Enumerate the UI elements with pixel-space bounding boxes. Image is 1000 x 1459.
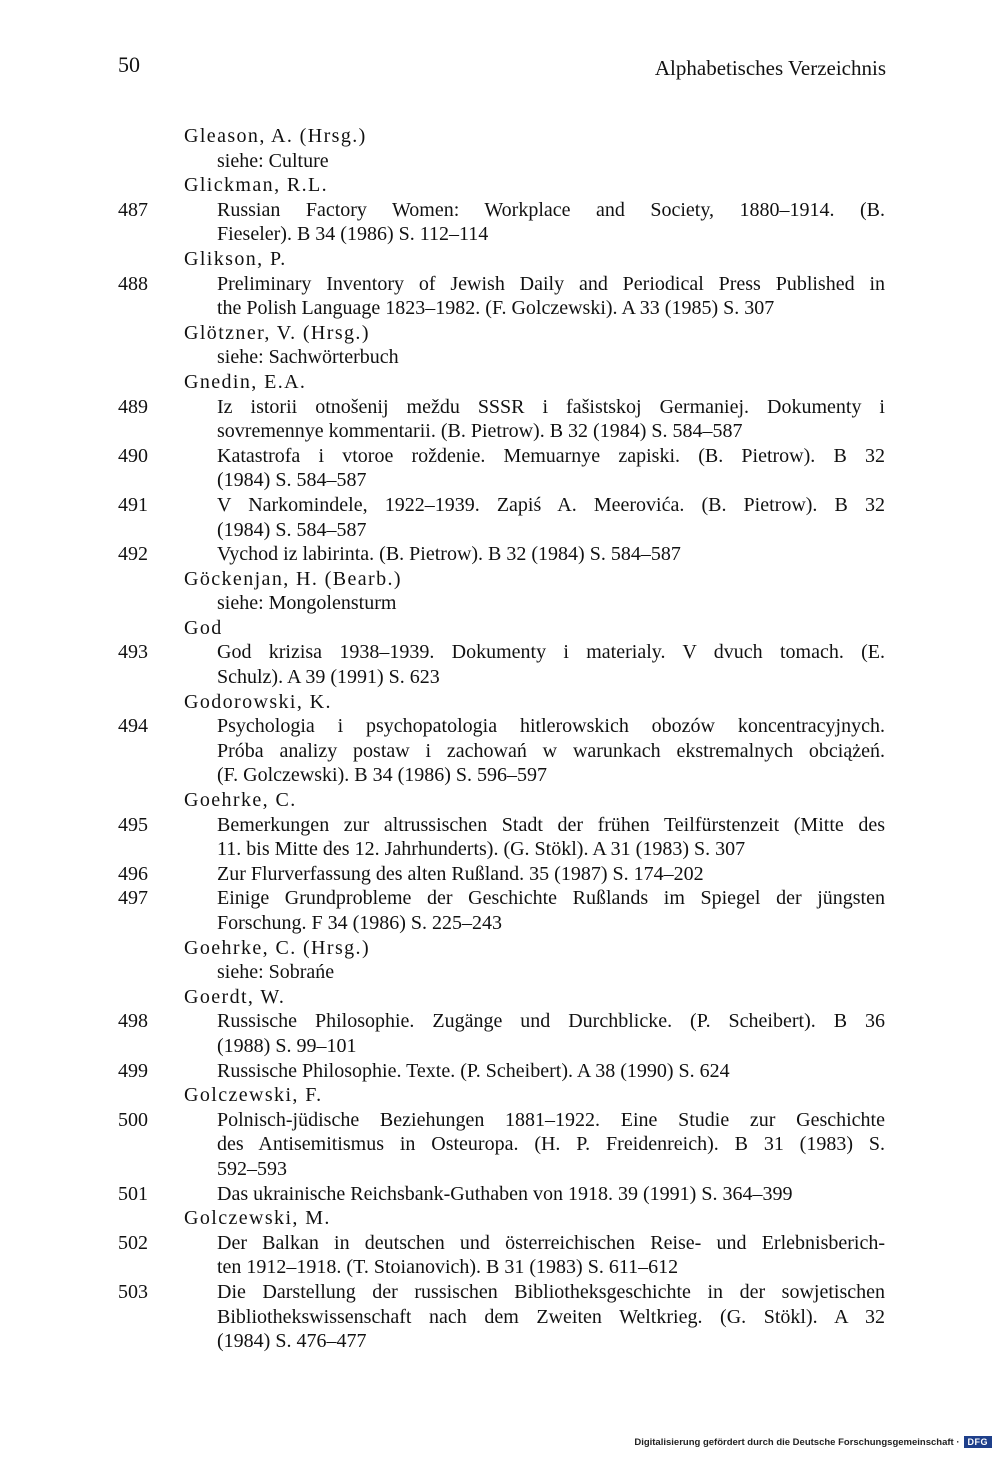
author-heading xyxy=(0,124,1000,149)
entry-number: 500 xyxy=(118,1108,148,1131)
entry-line xyxy=(0,1255,1000,1280)
entry-line xyxy=(0,1280,1000,1305)
entry-line xyxy=(0,1059,1000,1084)
entry-text: des Antisemitismus in Osteuropa. (H. P. Freidenreich). B 31 (1983) S. xyxy=(217,1133,885,1156)
running-title: Alphabetisches Verzeichnis xyxy=(654,56,886,80)
entry-text: Russische Philosophie. Zugänge und Durchblicke. (P. Scheibert). B 36 xyxy=(217,1010,885,1033)
entry-text: 11. bis Mitte des 12. Jahrhunderts). (G. Stökl). A 31 (1983) S. 307 xyxy=(217,838,746,861)
entry-text: Das ukrainische Reichsbank-Guthaben von 1918. 39 (1991) S. 364–399 xyxy=(217,1182,793,1205)
author-name: God xyxy=(184,616,223,639)
entry-text: Einige Grundprobleme der Geschichte Rußlands im Spiegel der jüngsten xyxy=(217,887,885,910)
entry-number: 498 xyxy=(118,1010,148,1033)
entry-line xyxy=(0,395,1000,420)
entry-number: 497 xyxy=(118,887,148,910)
author-heading xyxy=(0,173,1000,198)
author-heading xyxy=(0,690,1000,715)
entry-line xyxy=(0,444,1000,469)
entry-number: 489 xyxy=(118,395,148,418)
entry-text: Schulz). A 39 (1991) S. 623 xyxy=(217,666,440,689)
entry-text: Vychod iz labirinta. (B. Pietrow). B 32 (1984) S. 584–587 xyxy=(217,543,681,566)
reference-text: siehe: Mongolensturm xyxy=(217,592,397,615)
author-heading xyxy=(0,567,1000,592)
entry-text: V Narkomindele, 1922–1939. Zapiś A. Meerovića. (B. Pietrow). B 32 xyxy=(217,493,885,516)
footer-text: Digitalisierung gefördert durch die Deutsche Forschungsgemeinschaft · xyxy=(634,1436,960,1448)
entry-line xyxy=(0,739,1000,764)
entry-text: (F. Golczewski). B 34 (1986) S. 596–597 xyxy=(217,764,548,787)
entry-line xyxy=(0,1034,1000,1059)
entry-line xyxy=(0,542,1000,567)
author-name: Godorowski, K. xyxy=(184,690,332,713)
author-name: Goehrke, C. (Hrsg.) xyxy=(184,936,371,959)
entry-number: 499 xyxy=(118,1059,148,1082)
entry-line xyxy=(0,714,1000,739)
author-name: Göckenjan, H. (Bearb.) xyxy=(184,567,402,590)
entry-line xyxy=(0,1182,1000,1207)
entry-line xyxy=(0,518,1000,543)
author-heading xyxy=(0,985,1000,1010)
author-heading xyxy=(0,321,1000,346)
entry-line xyxy=(0,296,1000,321)
entry-text: God krizisa 1938–1939. Dokumenty i materialy. V dvuch tomach. (E. xyxy=(217,641,885,664)
entry-line xyxy=(0,1231,1000,1256)
entry-line xyxy=(0,493,1000,518)
dfg-logo: DFG xyxy=(964,1436,993,1448)
entry-line xyxy=(0,1108,1000,1133)
entry-line xyxy=(0,198,1000,223)
entry-text: Russische Philosophie. Texte. (P. Scheibert). A 38 (1990) S. 624 xyxy=(217,1059,730,1082)
author-heading xyxy=(0,370,1000,395)
cross-reference xyxy=(0,591,1000,616)
entry-line xyxy=(0,1329,1000,1354)
entry-text: (1984) S. 584–587 xyxy=(217,518,367,541)
cross-reference xyxy=(0,960,1000,985)
reference-text: siehe: Sobrańe xyxy=(217,961,335,984)
entry-line xyxy=(0,862,1000,887)
entry-line xyxy=(0,1009,1000,1034)
entry-text: (1984) S. 584–587 xyxy=(217,469,367,492)
entry-number: 490 xyxy=(118,444,148,467)
entry-number: 502 xyxy=(118,1231,148,1254)
entry-text: Fieseler). B 34 (1986) S. 112–114 xyxy=(217,223,489,246)
author-heading xyxy=(0,1206,1000,1231)
entry-line xyxy=(0,763,1000,788)
entry-line xyxy=(0,640,1000,665)
reference-text: siehe: Culture xyxy=(217,149,329,172)
entry-number: 495 xyxy=(118,813,148,836)
entry-text: Preliminary Inventory of Jewish Daily and Periodical Press Published in xyxy=(217,272,885,295)
entry-line xyxy=(0,1132,1000,1157)
entry-text: 592–593 xyxy=(217,1157,287,1180)
reference-text: siehe: Sachwörterbuch xyxy=(217,346,399,369)
entry-text: Der Balkan in deutschen und österreichischen Reise- und Erlebnisberich- xyxy=(217,1231,885,1254)
author-heading xyxy=(0,247,1000,272)
entry-text: Katastrofa i vtoroe roždenie. Memuarnye zapiski. (B. Pietrow). B 32 xyxy=(217,444,885,467)
entry-number: 492 xyxy=(118,543,148,566)
entry-number: 501 xyxy=(118,1182,148,1205)
entry-number: 496 xyxy=(118,862,148,885)
entry-text: Psychologia i psychopatologia hitlerowskich obozów koncentracyjnych. xyxy=(217,715,885,738)
entry-line xyxy=(0,911,1000,936)
cross-reference xyxy=(0,345,1000,370)
author-heading xyxy=(0,616,1000,641)
author-name: Golczewski, F. xyxy=(184,1084,323,1107)
entry-text: Russian Factory Women: Workplace and Society, 1880–1914. (B. xyxy=(217,198,885,221)
entry-text: Die Darstellung der russischen Bibliotheksgeschichte in der sowjetischen xyxy=(217,1280,885,1303)
digitization-footer xyxy=(634,1436,992,1448)
author-heading xyxy=(0,936,1000,961)
entry-text: sovremennye kommentarii. (B. Pietrow). B 32 (1984) S. 584–587 xyxy=(217,420,743,443)
entry-line xyxy=(0,886,1000,911)
entry-line xyxy=(0,665,1000,690)
entry-line xyxy=(0,419,1000,444)
index-list xyxy=(0,124,1000,1354)
author-heading xyxy=(0,1083,1000,1108)
entry-number: 487 xyxy=(118,198,148,221)
entry-line xyxy=(0,813,1000,838)
entry-number: 491 xyxy=(118,493,148,516)
entry-text: the Polish Language 1823–1982. (F. Golczewski). A 33 (1985) S. 307 xyxy=(217,297,775,320)
entry-line xyxy=(0,1305,1000,1330)
author-name: Glötzner, V. (Hrsg.) xyxy=(184,321,370,344)
entry-line xyxy=(0,468,1000,493)
entry-number: 494 xyxy=(118,715,148,738)
entry-text: Bemerkungen zur altrussischen Stadt der frühen Teilfürstenzeit (Mitte des xyxy=(217,813,885,836)
entry-line xyxy=(0,837,1000,862)
entry-text: Iz istorii otnošenij meždu SSSR i fašistskoj Germaniej. Dokumenty i xyxy=(217,395,885,418)
entry-number: 493 xyxy=(118,641,148,664)
author-name: Glickman, R.L. xyxy=(184,174,329,197)
page-number: 50 xyxy=(118,52,140,77)
author-name: Glikson, P. xyxy=(184,247,287,270)
entry-number: 488 xyxy=(118,272,148,295)
author-name: Gleason, A. (Hrsg.) xyxy=(184,125,367,147)
author-name: Goerdt, W. xyxy=(184,985,286,1008)
author-name: Gnedin, E.A. xyxy=(184,370,307,393)
entry-text: (1984) S. 476–477 xyxy=(217,1330,367,1353)
entry-text: ten 1912–1918. (T. Stoianovich). B 31 (1983) S. 611–612 xyxy=(217,1256,679,1279)
entry-text: (1988) S. 99–101 xyxy=(217,1034,357,1057)
entry-text: Zur Flurverfassung des alten Rußland. 35 (1987) S. 174–202 xyxy=(217,862,704,885)
entry-line xyxy=(0,1157,1000,1182)
author-heading xyxy=(0,788,1000,813)
author-name: Golczewski, M. xyxy=(184,1207,331,1230)
entry-text: Polnisch-jüdische Beziehungen 1881–1922. Eine Studie zur Geschichte xyxy=(217,1108,885,1131)
cross-reference xyxy=(0,149,1000,174)
entry-line xyxy=(0,272,1000,297)
entry-number: 503 xyxy=(118,1280,148,1303)
entry-text: Forschung. F 34 (1986) S. 225–243 xyxy=(217,912,503,934)
author-name: Goehrke, C. xyxy=(184,789,297,812)
entry-text: Bibliothekswissenschaft nach dem Zweiten Weltkrieg. (G. Stökl). A 32 xyxy=(217,1305,885,1328)
entry-line xyxy=(0,222,1000,247)
entry-text: Próba analizy postaw i zachowań w warunkach ekstremalnych obciążeń. xyxy=(217,739,885,762)
